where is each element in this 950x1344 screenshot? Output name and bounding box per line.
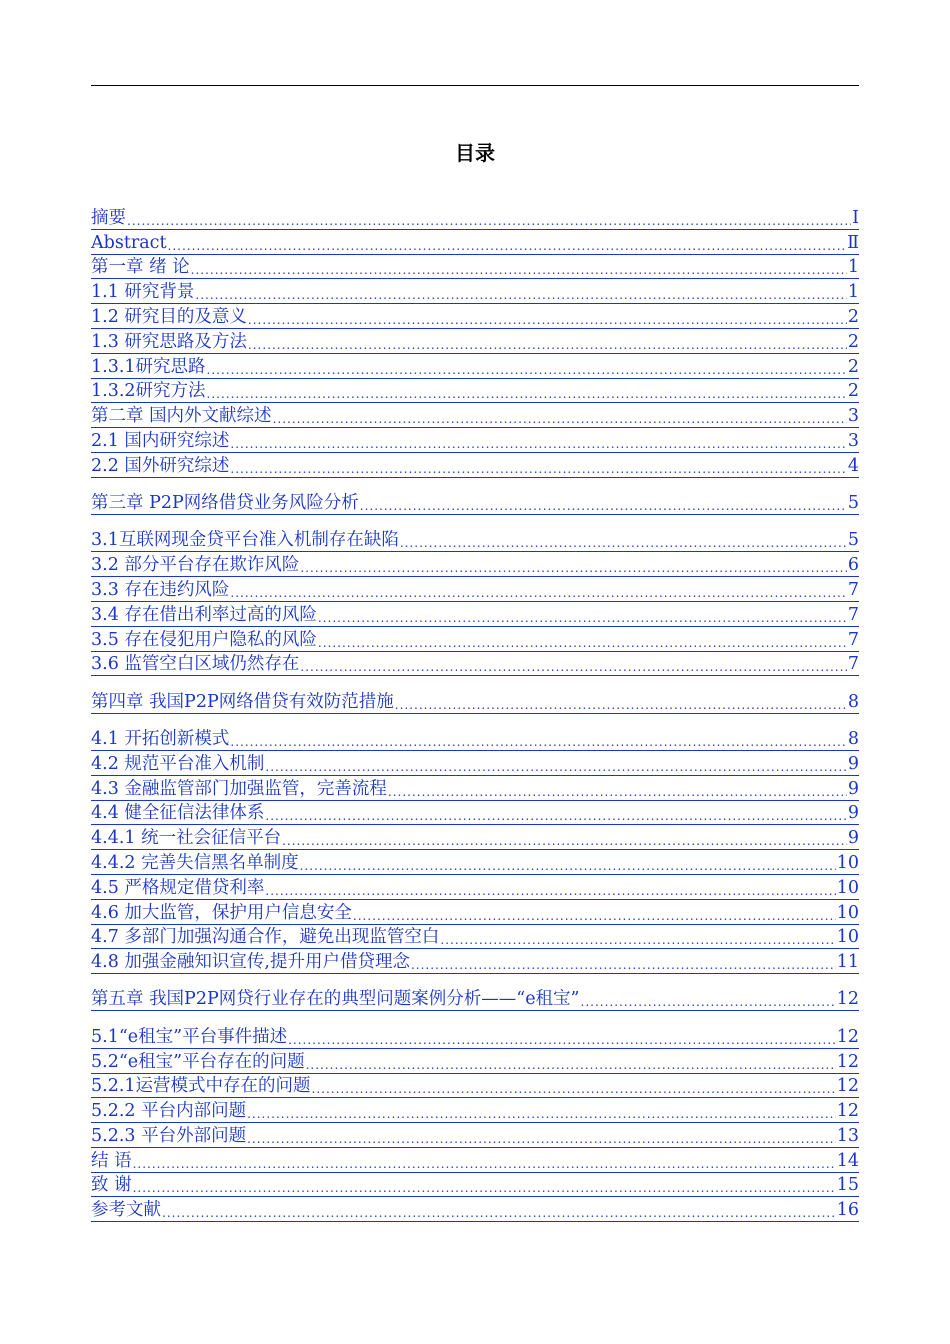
toc-entry-label: 5.2.2 平台内部问题 [91, 1101, 247, 1122]
toc-entry[interactable] [91, 1098, 859, 1123]
toc-entry-page: 12 [836, 1026, 859, 1047]
toc-dot-leader [265, 759, 846, 775]
toc-entry[interactable] [91, 453, 859, 478]
toc-entry-label: 结 语 [91, 1150, 132, 1171]
toc-entry-label: 1.3.2研究方法 [91, 381, 206, 402]
toc-entry-page: 12 [836, 1101, 859, 1122]
toc-dot-leader [388, 784, 847, 800]
toc-entry[interactable] [91, 602, 859, 627]
toc-entry-page: 12 [836, 989, 859, 1010]
toc-entry-label: 4.4.2 完善失信黑名单制度 [91, 852, 299, 873]
toc-entry-label: 第一章 绪 论 [91, 257, 190, 278]
toc-entry[interactable] [91, 329, 859, 354]
toc-entry[interactable] [91, 949, 859, 974]
toc-entry[interactable] [91, 1049, 859, 1074]
toc-dot-leader [300, 560, 846, 576]
toc-dot-leader [230, 436, 846, 452]
toc-entry-label: 3.2 部分平台存在欺诈风险 [91, 555, 300, 576]
toc-entry-label: 1.3.1研究思路 [91, 356, 206, 377]
toc-entry-page: 12 [836, 1076, 859, 1097]
toc-dot-leader [400, 535, 847, 551]
toc-dot-leader [133, 1180, 836, 1196]
toc-entry-label: 参考文献 [91, 1200, 161, 1221]
toc-entry[interactable] [91, 1123, 859, 1148]
toc-entry-page: Ⅰ [852, 207, 859, 228]
toc-entry-label: 致 谢 [91, 1175, 132, 1196]
toc-entry-label: 1.1 研究背景 [91, 282, 195, 303]
toc-entry[interactable] [91, 627, 859, 652]
toc-entry[interactable] [91, 255, 859, 280]
toc-dot-leader [265, 808, 846, 824]
toc-dot-leader [207, 362, 847, 378]
toc-entry-label: 5.2“e租宝”平台存在的问题 [91, 1051, 305, 1072]
toc-entry-page: 5 [847, 530, 859, 551]
toc-entry-label: 第四章 我国P2P网络借贷有效防范措施 [91, 691, 394, 712]
toc-dot-leader [168, 238, 847, 254]
toc-entry-label: 2.1 国内研究综述 [91, 430, 230, 451]
toc-entry-label: 摘要 [91, 207, 126, 228]
toc-entry-page: 10 [836, 902, 859, 923]
toc-dot-leader [282, 833, 847, 849]
toc-entry-page: 10 [836, 877, 859, 898]
toc-entry-label: 5.2.3 平台外部问题 [91, 1125, 247, 1146]
toc-dot-leader [440, 932, 835, 948]
toc-entry-label: 5.2.1运营模式中存在的问题 [91, 1076, 311, 1097]
toc-entry-page: 9 [847, 828, 859, 849]
toc-entry-page: 12 [836, 1051, 859, 1072]
toc-dot-leader [318, 635, 847, 651]
toc-entry-page: 11 [836, 952, 859, 973]
toc-entry-page: 10 [836, 927, 859, 948]
toc-dot-leader [127, 213, 851, 229]
toc-entry-page: 8 [847, 691, 859, 712]
toc-entry-label: 4.5 严格规定借贷利率 [91, 877, 265, 898]
toc-entry[interactable] [91, 987, 859, 1012]
toc-dot-leader [191, 262, 847, 278]
toc-entry[interactable] [91, 428, 859, 453]
toc-dot-leader [230, 585, 846, 601]
toc-entry-label: Abstract [91, 232, 167, 253]
toc-dot-leader [300, 659, 846, 675]
toc-entry[interactable] [91, 403, 859, 428]
toc-dot-leader [248, 337, 847, 353]
page-title: 目录 [455, 141, 495, 165]
toc-entry-label: 3.5 存在侵犯用户隐私的风险 [91, 629, 317, 650]
toc-dot-leader [306, 1057, 836, 1073]
toc-entry-page: 16 [836, 1200, 859, 1221]
toc-entry[interactable] [91, 552, 859, 577]
toc-dot-leader [133, 1156, 836, 1172]
toc-entry-page: 6 [847, 555, 859, 576]
toc-entry[interactable] [91, 279, 859, 304]
toc-entry-page: 2 [847, 356, 859, 377]
toc-dot-leader [195, 287, 846, 303]
toc-entry[interactable] [91, 850, 859, 875]
toc-entry-page: 9 [847, 753, 859, 774]
toc-entry[interactable] [91, 652, 859, 677]
toc-entry[interactable] [91, 875, 859, 900]
toc-dot-leader [312, 1081, 836, 1097]
toc-entry-label: 4.4.1 统一社会征信平台 [91, 828, 282, 849]
toc-entry-page: 2 [847, 381, 859, 402]
toc-entry[interactable] [91, 776, 859, 801]
table-of-contents [91, 205, 859, 1222]
toc-entry-page: 8 [847, 728, 859, 749]
toc-entry[interactable] [91, 1024, 859, 1049]
toc-entry-page: 15 [836, 1175, 859, 1196]
toc-entry-label: 第三章 P2P网络借贷业务风险分析 [91, 493, 359, 514]
toc-entry-page: 5 [847, 493, 859, 514]
toc-entry-page: 7 [847, 629, 859, 650]
toc-entry[interactable] [91, 490, 859, 515]
toc-dot-leader [230, 461, 846, 477]
toc-entry-label: 1.2 研究目的及意义 [91, 306, 247, 327]
toc-entry-page: 14 [836, 1150, 859, 1171]
toc-entry-label: 3.4 存在借出利率过高的风险 [91, 604, 317, 625]
toc-entry-label: 4.1 开拓创新模式 [91, 728, 230, 749]
toc-entry[interactable] [91, 230, 859, 255]
toc-entry-page: 7 [847, 604, 859, 625]
toc-entry-label: 4.6 加大监管，保护用户信息安全 [91, 902, 352, 923]
toc-entry[interactable] [91, 1074, 859, 1099]
toc-entry-page: 1 [847, 257, 859, 278]
toc-entry[interactable] [91, 751, 859, 776]
toc-entry[interactable] [91, 825, 859, 850]
toc-entry-label: 4.8 加强金融知识宣传,提升用户借贷理念 [91, 952, 410, 973]
toc-entry-page: 7 [847, 579, 859, 600]
toc-entry[interactable] [91, 801, 859, 826]
toc-entry[interactable] [91, 577, 859, 602]
toc-entry-label: 4.7 多部门加强沟通合作，避免出现监管空白 [91, 927, 440, 948]
toc-dot-leader [248, 312, 847, 328]
toc-entry-label: 第二章 国内外文献综述 [91, 406, 272, 427]
toc-entry-label: 3.1互联网现金贷平台准入机制存在缺陷 [91, 530, 399, 551]
toc-dot-leader [300, 858, 836, 874]
toc-entry[interactable] [91, 925, 859, 950]
toc-entry-page: 1 [847, 282, 859, 303]
toc-entry[interactable] [91, 1173, 859, 1198]
toc-entry[interactable] [91, 528, 859, 553]
toc-entry-label: 3.3 存在违约风险 [91, 579, 230, 600]
toc-entry-label: 第五章 我国P2P网贷行业存在的典型问题案例分析——“e租宝” [91, 989, 580, 1010]
header-rule [91, 85, 859, 86]
toc-dot-leader [207, 386, 847, 402]
toc-entry[interactable] [91, 900, 859, 925]
toc-entry-page: 9 [847, 778, 859, 799]
toc-entry[interactable] [91, 689, 859, 714]
toc-entry-page: 10 [836, 852, 859, 873]
toc-dot-leader [360, 498, 847, 514]
toc-dot-leader [395, 697, 847, 713]
toc-entry-label: 2.2 国外研究综述 [91, 455, 230, 476]
toc-entry-page: Ⅱ [847, 232, 859, 253]
toc-entry-page: 13 [836, 1125, 859, 1146]
toc-dot-leader [230, 734, 846, 750]
toc-entry-page: 4 [847, 455, 859, 476]
toc-entry[interactable] [91, 1197, 859, 1222]
toc-entry-page: 7 [847, 654, 859, 675]
toc-entry[interactable] [91, 304, 859, 329]
toc-dot-leader [318, 610, 847, 626]
toc-entry-label: 1.3 研究思路及方法 [91, 331, 247, 352]
toc-entry[interactable] [91, 205, 859, 230]
toc-entry-page: 3 [847, 430, 859, 451]
toc-entry[interactable] [91, 1148, 859, 1173]
toc-entry-label: 3.6 监管空白区域仍然存在 [91, 654, 300, 675]
toc-entry-label: 4.4 健全征信法律体系 [91, 803, 265, 824]
toc-dot-leader [247, 1131, 836, 1147]
toc-entry-page: 2 [847, 331, 859, 352]
toc-entry-page: 3 [847, 406, 859, 427]
toc-dot-leader [581, 994, 836, 1010]
toc-dot-leader [247, 1106, 836, 1122]
toc-entry[interactable] [91, 354, 859, 379]
toc-entry-page: 9 [847, 803, 859, 824]
toc-dot-leader [288, 1032, 836, 1048]
toc-dot-leader [411, 957, 836, 973]
toc-entry[interactable] [91, 379, 859, 404]
toc-entry-label: 4.2 规范平台准入机制 [91, 753, 265, 774]
toc-entry-label: 4.3 金融监管部门加强监管，完善流程 [91, 778, 387, 799]
toc-entry-label: 5.1“e租宝”平台事件描述 [91, 1026, 288, 1047]
toc-entry-page: 2 [847, 306, 859, 327]
toc-entry[interactable] [91, 726, 859, 751]
toc-dot-leader [273, 411, 847, 427]
toc-dot-leader [265, 883, 835, 899]
toc-dot-leader [162, 1205, 836, 1221]
toc-dot-leader [353, 908, 836, 924]
